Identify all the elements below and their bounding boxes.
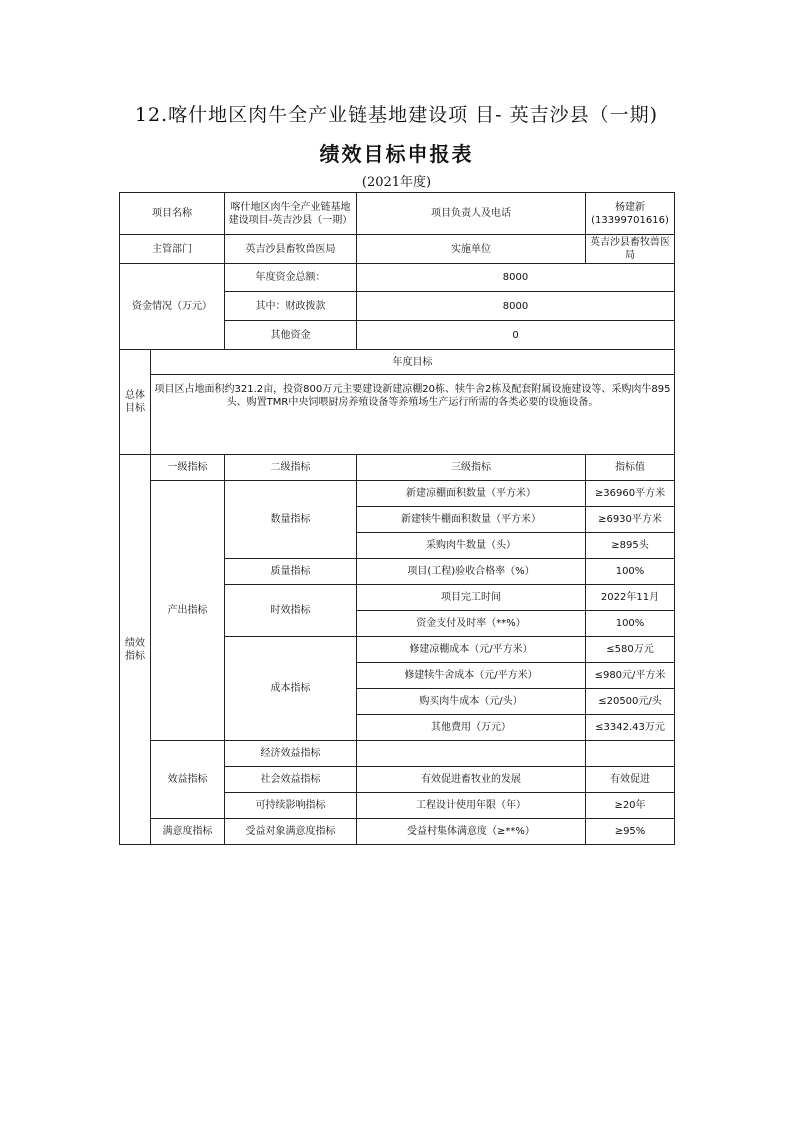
dept-label: 主管部门: [120, 235, 225, 264]
contact-phone: (13399701616): [591, 214, 669, 226]
document-subtitle: 绩效目标申报表: [319, 142, 474, 166]
contact-label: 项目负责人及电话: [357, 193, 586, 235]
perf-header-row: [120, 455, 675, 481]
indicator-name: 其他费用（万元）: [357, 715, 586, 741]
indicator-name: [357, 741, 586, 767]
performance-target-table: [119, 192, 675, 845]
indicator-value: ≤580万元: [586, 637, 675, 663]
indicator-value: 有效促进: [586, 767, 675, 793]
indicator-value: ≥36960平方米: [586, 481, 675, 507]
perf-label: 绩效指标: [120, 455, 151, 845]
indicator-name: 有效促进畜牧业的发展: [357, 767, 586, 793]
goal-text-row: [120, 375, 675, 455]
indicator-name: 新建凉棚面积数量（平方米）: [357, 481, 586, 507]
table-row: [120, 741, 675, 767]
indicator-name: 采购肉牛数量（头）: [357, 533, 586, 559]
indicator-value: ≥6930平方米: [586, 507, 675, 533]
indicator-value: ≤980元/平方米: [586, 663, 675, 689]
indicator-value: 100%: [586, 611, 675, 637]
quantity-label: 数量指标: [225, 481, 357, 559]
perf-header-level2: 二级指标: [225, 455, 357, 481]
dept-value: 英吉沙县畜牧兽医局: [225, 235, 357, 264]
goal-text: 项目区占地面积约321.2亩，投资800万元主要建设新建凉棚20栋、犊牛舍2栋及配套附属设施建设等、采购肉牛895头、购置TMR中央饲喂厨房养殖设备等养殖场生产运行所需的各类必要的设施设备。: [151, 375, 675, 455]
indicator-value: ≤3342.43万元: [586, 715, 675, 741]
perf-header-level1: 一级指标: [151, 455, 225, 481]
impl-label: 实施单位: [357, 235, 586, 264]
table-row: [120, 481, 675, 507]
indicator-name: 工程设计使用年限（年）: [357, 793, 586, 819]
goal-header-row: [120, 350, 675, 375]
document-title: 12.喀什地区肉牛全产业链基地建设项 目- 英吉沙县（一期): [134, 104, 659, 126]
output-label: 产出指标: [151, 481, 225, 741]
indicator-name: 受益村集体满意度（≥**%）: [357, 819, 586, 845]
contact-name: 杨建新: [615, 201, 645, 213]
indicator-value: ≤20500元/头: [586, 689, 675, 715]
perf-header-value: 指标值: [586, 455, 675, 481]
satisfaction-sub-label: 受益对象满意度指标: [225, 819, 357, 845]
perf-header-level3: 三级指标: [357, 455, 586, 481]
impl-value: 英吉沙县畜牧兽医局: [586, 235, 675, 264]
time-label: 时效指标: [225, 585, 357, 637]
project-name-row: [120, 193, 675, 235]
indicator-value: ≥95%: [586, 819, 675, 845]
indicator-name: 修建凉棚成本（元/平方米）: [357, 637, 586, 663]
goal-label: 总体目标: [120, 350, 151, 455]
funds-other-label: 其他资金: [225, 321, 357, 350]
quality-label: 质量指标: [225, 559, 357, 585]
indicator-name: 购买肉牛成本（元/头）: [357, 689, 586, 715]
indicator-value: 100%: [586, 559, 675, 585]
economic-label: 经济效益指标: [225, 741, 357, 767]
indicator-value: ≥895头: [586, 533, 675, 559]
indicator-name: 项目完工时间: [357, 585, 586, 611]
cost-label: 成本指标: [225, 637, 357, 741]
sustain-label: 可持续影响指标: [225, 793, 357, 819]
funds-total-label: 年度资金总额：: [225, 264, 357, 292]
dept-row: [120, 235, 675, 264]
benefit-label: 效益指标: [151, 741, 225, 819]
funds-total-row: [120, 264, 675, 292]
funds-label: 资金情况（万元）: [120, 264, 225, 350]
indicator-name: 修建犊牛舍成本（元/平方米）: [357, 663, 586, 689]
funds-other-value: 0: [357, 321, 675, 350]
project-name-label: 项目名称: [120, 193, 225, 235]
indicator-name: 新建犊牛棚面积数量（平方米）: [357, 507, 586, 533]
indicator-value: [586, 741, 675, 767]
indicator-name: 项目(工程)验收合格率（%）: [357, 559, 586, 585]
goal-header: 年度目标: [151, 350, 675, 375]
contact-cell: [586, 193, 675, 235]
indicator-value: ≥20年: [586, 793, 675, 819]
social-label: 社会效益指标: [225, 767, 357, 793]
satisfaction-label: 满意度指标: [151, 819, 225, 845]
indicator-name: 资金支付及时率（**%）: [357, 611, 586, 637]
project-name-value: 喀什地区肉牛全产业链基地建设项目-英吉沙县（一期）: [225, 193, 357, 235]
funds-fiscal-value: 8000: [357, 292, 675, 321]
funds-total-value: 8000: [357, 264, 675, 292]
table-row: [120, 819, 675, 845]
funds-fiscal-label: 其中：财政拨款: [225, 292, 357, 321]
document-year: (2021年度): [361, 175, 432, 190]
indicator-value: 2022年11月: [586, 585, 675, 611]
